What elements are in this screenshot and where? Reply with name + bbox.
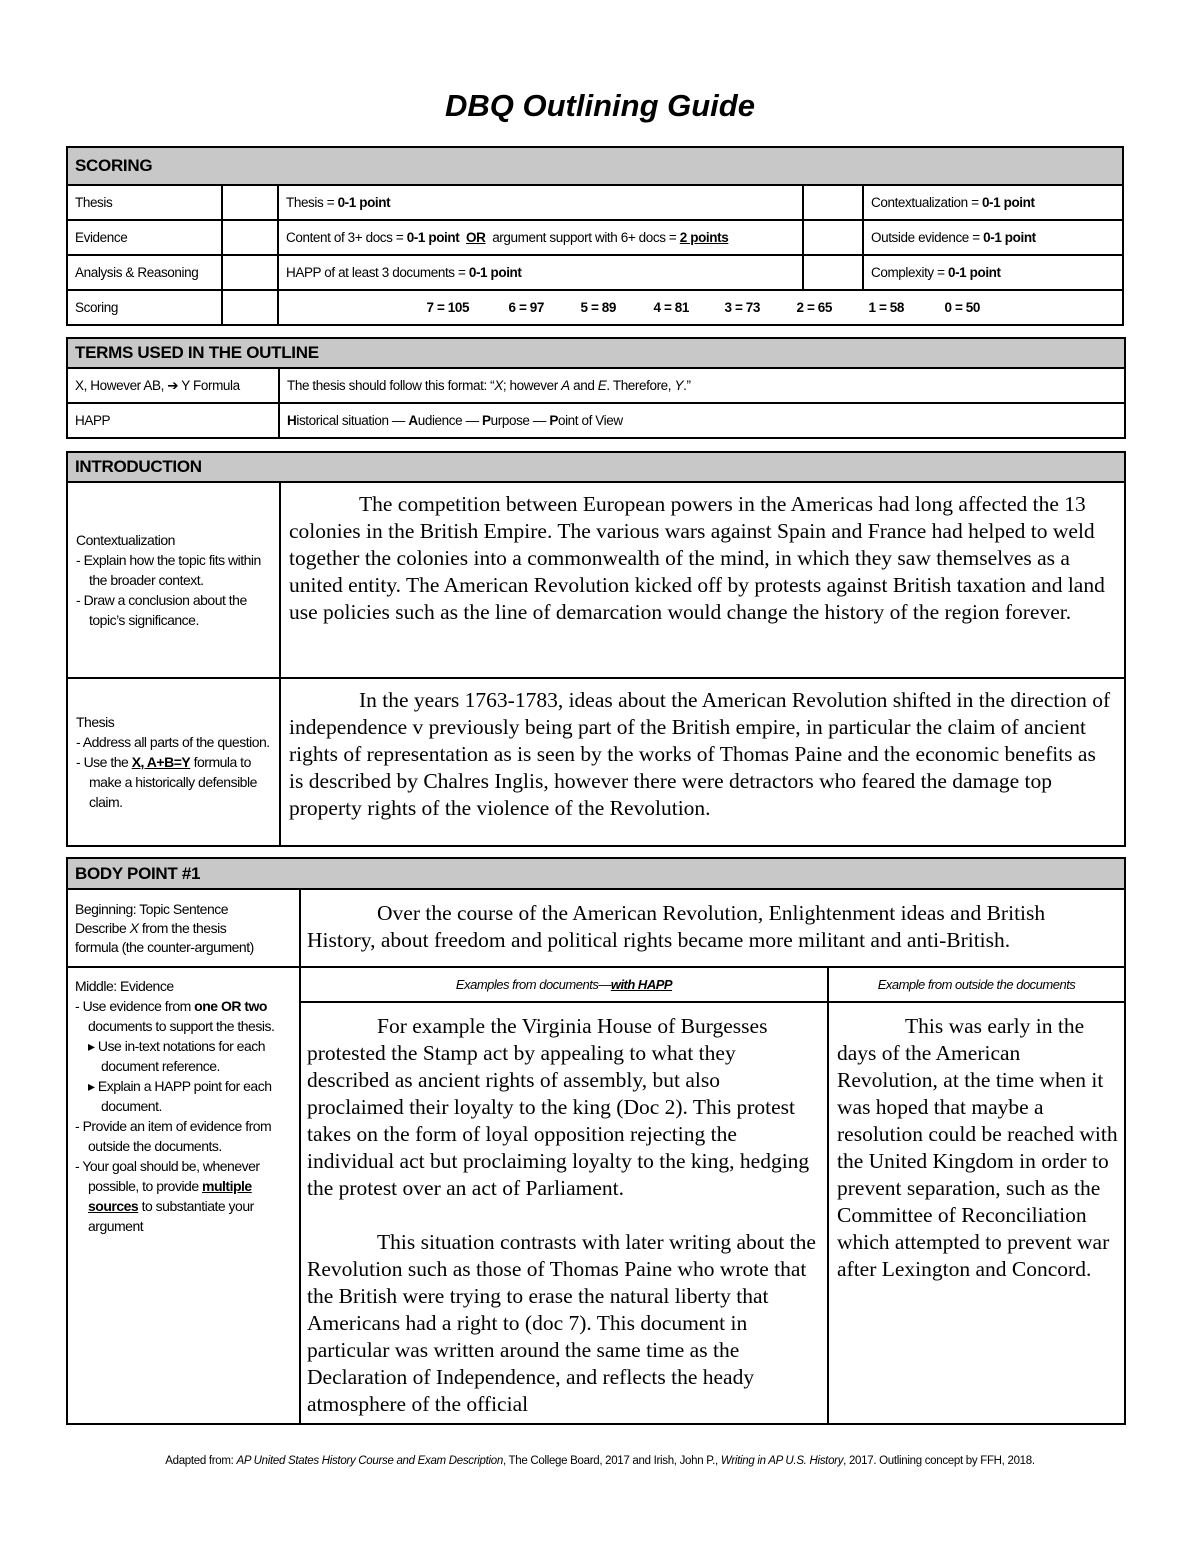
scale-item: 7 = 105 [426,300,470,315]
instruction-subitem: ▸ Use in-text notations for each document reference. [88,1038,266,1074]
score-entry-cell[interactable] [222,290,278,325]
contextualization-response[interactable] [280,482,1125,678]
scoring-row-right: Outside evidence = 0-1 point [863,220,1123,255]
thesis-text: In the years 1763-1783, ideas about the American Revolution shifted in the direction of independence v previously being part of the British empire, in particular the claim of ancient rights of representation as is seen by the works of Thomas Paine and the economic benefits as is described by Chalres Inglis, however there were detractors who feared the damage top property rights of the violence of the Revolution. [289,688,1111,820]
middle-title: Middle: Evidence [75,978,174,994]
document-evidence-response[interactable] [300,1002,828,1424]
scoring-row-right: Complexity = 0-1 point [863,255,1123,290]
score-entry-cell[interactable] [222,185,278,220]
thesis-instructions [67,678,280,846]
instruction-item: - Draw a conclusion about the topic’s significance. [76,592,247,628]
scoring-row-desc: Content of 3+ docs = 0-1 point OR argument support with 6+ docs = 2 points [278,220,803,255]
introduction-header: INTRODUCTION [67,452,1125,482]
instruction-item: - Provide an item of evidence from outside the documents. [75,1118,272,1154]
instruction-line: Describe X from the thesis [75,920,227,936]
outside-column-header: Example from outside the documents [828,967,1125,1002]
scoring-row-desc: HAPP of at least 3 documents = 0-1 point [278,255,803,290]
scoring-row-label: Thesis [67,185,222,220]
instruction-item: - Use the X, A+B=Y formula to make a historically defensible claim. [76,754,257,810]
formula-description: The thesis should follow this format: “X; however A and E. Therefore, Y.” [279,368,1125,403]
topic-sentence-response[interactable] [300,889,1125,967]
page-title: DBQ Outlining Guide [445,88,755,123]
footer-citation: Adapted from: AP United States History Course and Exam Description, The College Board, 2017 and Irish, John P., Writing in AP U.S. History, 2017. Outlining concept by FFH, 2018. [165,1455,1035,1467]
scoring-table [66,146,1124,326]
instruction-item: - Explain how the topic fits within the broader context. [76,552,261,588]
scoring-row [67,255,1123,290]
scoring-scale-row [67,290,1123,325]
evidence-paragraph: This situation contrasts with later writing about the Revolution such as those of Thomas Paine who wrote that the British were trying to erase the natural liberty that Americans had a right to (doc 7). This document in particular was written around the same time as the Declaration of Independence, and reflects the heady atmosphere of the official [307,1230,816,1416]
terms-header: TERMS USED IN THE OUTLINE [67,338,1125,368]
scoring-row-label: Evidence [67,220,222,255]
scoring-scale [278,290,1123,325]
scoring-scale-label: Scoring [67,290,222,325]
scale-item: 1 = 58 [868,300,905,315]
formula-label: X, However AB, ➔ Y Formula [67,368,279,403]
topic-sentence-text: Over the course of the American Revolution, Enlightenment ideas and British History, about freedom and political rights became more militant and anti-British. [307,901,1046,952]
score-entry-cell[interactable] [803,255,863,290]
happ-label: HAPP [67,403,279,438]
score-entry-cell[interactable] [803,220,863,255]
instruction-item: - Address all parts of the question. [76,734,270,750]
middle-instructions [67,967,300,1424]
instruction-item: - Use evidence from one OR two documents to support the thesis. [75,998,275,1034]
thesis-response[interactable] [280,678,1125,846]
scoring-row [67,220,1123,255]
score-entry-cell[interactable] [803,185,863,220]
scale-item: 6 = 97 [508,300,545,315]
terms-table [66,337,1126,439]
scale-item: 4 = 81 [653,300,690,315]
scale-item: 2 = 65 [796,300,833,315]
scoring-row [67,185,1123,220]
beginning-instructions [67,889,300,967]
scoring-row-desc: Thesis = 0-1 point [278,185,803,220]
scale-item: 0 = 50 [944,300,981,315]
score-entry-cell[interactable] [222,255,278,290]
outside-evidence-text: This was early in the days of the American Revolution, at the time when it was hoped that maybe a resolution could be reached with the United Kingdom in order to prevent separation, such as the Committee of Reconciliation which attempted to prevent war after Lexington and Concord. [837,1014,1118,1281]
evidence-paragraph: For example the Virginia House of Burgesses protested the Stamp act by appealing to what they described as ancient rights of assembly, but also proclaimed their loyalty to the king (Doc 2). This protest takes on the form of loyal opposition rejecting the individual act but proclaiming loyalty to the king, hedging the protest over an act of Parliament. [307,1014,810,1200]
scale-item: 5 = 89 [580,300,617,315]
scoring-row-right: Contextualization = 0-1 point [863,185,1123,220]
instruction-subitem: ▸ Explain a HAPP point for each document. [88,1078,272,1114]
documents-column-header: Examples from documents—with HAPP [300,967,828,1002]
introduction-table [66,451,1126,847]
outside-evidence-response[interactable] [828,1002,1125,1424]
scoring-header: SCORING [67,147,1123,185]
contextualization-title: Contextualization [76,532,175,548]
instruction-item: - Your goal should be, whenever possible, to provide multiple sources to substantiate your argument [75,1158,260,1234]
scale-item: 3 = 73 [724,300,761,315]
instruction-line: formula (the counter-argument) [75,939,254,955]
score-entry-cell[interactable] [222,220,278,255]
instruction-line: Beginning: Topic Sentence [75,901,229,917]
body-point-header: BODY POINT #1 [67,858,1125,889]
body-point-table [66,857,1126,1425]
contextualization-text: The competition between European powers in the Americas had long affected the 13 colonies in the British Empire. The various wars against Spain and France had helped to weld together the colonies into a commonwealth of the mind, in which they saw themselves as a united entity. The American Revolution kicked off by protests against British taxation and land use policies such as the line of demarcation would change the history of the region forever. [289,492,1105,624]
happ-description: Historical situation — Audience — Purpose — Point of View [279,403,1125,438]
contextualization-instructions [67,482,280,678]
scoring-row-label: Analysis & Reasoning [67,255,222,290]
thesis-title: Thesis [76,714,115,730]
